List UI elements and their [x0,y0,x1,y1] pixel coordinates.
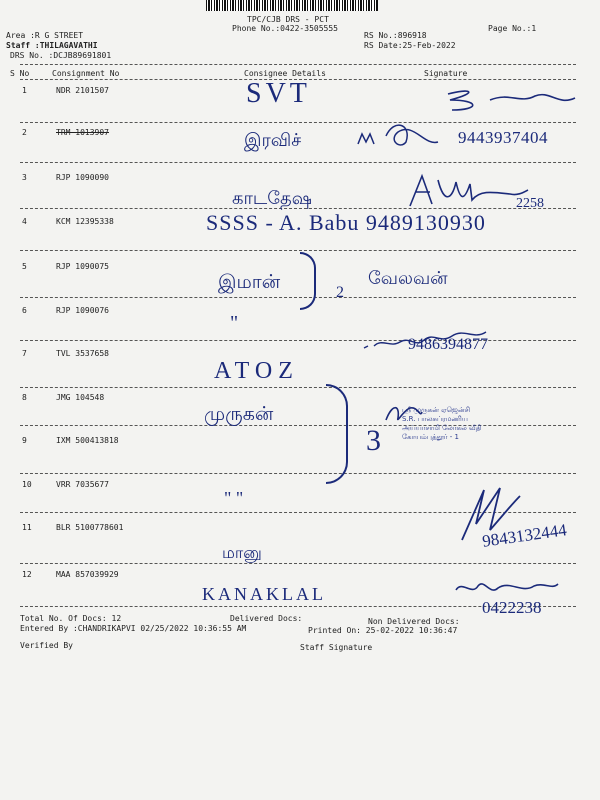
area-field: Area :R G STREET [6,31,84,40]
col-consignment: Consignment No [52,69,120,78]
row-sno: 12 [22,570,32,579]
row-sno: 6 [22,306,27,315]
ditto-mark: " " [224,488,244,508]
col-signature: Signature [424,69,468,78]
stamp-line: S.R. பாலசுப்ரமணிய [402,415,468,423]
divider [20,64,576,65]
row-sno: 9 [22,436,27,445]
divider [20,297,576,298]
row-sno: 2 [22,128,27,137]
signature-scribble [384,400,424,426]
handwritten-mark: 2 [336,284,344,301]
handwritten-consignee: SVT [246,78,311,109]
row-consignment: NDR 2101507 [56,86,109,95]
row-consignment: TRM 1013907 [56,128,109,137]
divider [20,387,576,388]
bracket-mark [300,252,316,310]
row-consignment: RJP 1090075 [56,262,109,271]
handwritten-consignee: இரவிச் [244,130,302,150]
handwritten-phone: 9843132444 [481,520,568,551]
handwritten-number: 2258 [516,196,544,211]
divider [20,563,576,564]
handwritten-phone: 9443937404 [458,128,548,147]
handwritten-consignee: வேலவன் [368,268,448,288]
divider [20,340,576,341]
signature-scribble [354,116,444,152]
rs-number: RS No.:896918 [364,31,427,40]
divider [20,122,576,123]
row-consignment: JMG 104548 [56,393,105,402]
barcode [206,0,378,11]
col-sno: S No [10,69,30,78]
row-sno: 1 [22,86,27,95]
phone-number: Phone No.:0422-3505555 [232,24,338,33]
rs-date: RS Date:25-Feb-2022 [364,41,456,50]
handwritten-consignee: இமான் [218,272,281,293]
row-sno: 5 [22,262,27,271]
row-consignment: RJP 1090076 [56,306,109,315]
col-consignee: Consignee Details [244,69,326,78]
handwritten-phone: 9486394877 [408,336,488,353]
divider [20,162,576,163]
row-consignment: BLR 5100778601 [56,523,124,532]
non-delivered-docs: Non Delivered Docs: [368,617,460,626]
bracket-mark [326,384,348,484]
row-consignment: IXM 500413818 [56,436,119,445]
sheet-title: TPC/CJB DRS - PCT [247,15,329,24]
rubber-stamp [402,406,552,476]
row-consignment: TVL 3537658 [56,349,109,358]
handwritten-consignee: KANAKLAL [202,584,326,604]
row-sno: 8 [22,393,27,402]
divider [20,250,576,251]
entered-by: Entered By :CHANDRIKAPVI 02/25/2022 10:36:55 AM [20,624,247,633]
ditto-mark: " [230,312,239,334]
row-consignment: VRR 7035677 [56,480,109,489]
row-sno: 4 [22,217,27,226]
signature-scribble [440,86,580,114]
row-sno: 10 [22,480,32,489]
handwritten-consignee: மானு [222,545,262,562]
row-consignment: MAA 857039929 [56,570,119,579]
row-sno: 3 [22,173,27,182]
signature-scribble [400,170,530,210]
row-sno: 7 [22,349,27,358]
total-docs: Total No. Of Docs: 12 [20,614,122,623]
staff-field: Staff :THILAGAVATHI [6,41,98,50]
handwritten-consignee: ATOZ [214,358,299,384]
handwritten-mark: 3 [366,424,381,457]
stamp-line: ஸ்ரீ முருகன் ஏஜென்சி [402,406,471,414]
stamp-line: அய்யாசாமி லோகல் வீதி [402,424,482,432]
handwritten-consignee: காடதேஷ [232,188,312,208]
row-sno: 11 [22,523,32,532]
handwritten-consignee: முருகன் [204,404,274,425]
handwritten-consignee: SSSS - A. Babu 9489130930 [206,210,486,235]
drs-number: DRS No. :DCJB89691801 [10,51,112,60]
handwritten-phone: 0422238 [482,598,542,617]
row-consignment: RJP 1090090 [56,173,109,182]
staff-signature-label: Staff Signature [300,643,373,652]
row-consignment: KCM 12395338 [56,217,114,226]
delivered-docs: Delivered Docs: [230,614,303,623]
page-number: Page No.:1 [488,24,537,33]
signature-scribble [452,576,562,600]
printed-on: Printed On: 25-02-2022 10:36:47 [308,626,458,635]
verified-by: Verified By [20,641,73,650]
stamp-line: கோயம்புத்தூர் - 1 [402,433,459,441]
